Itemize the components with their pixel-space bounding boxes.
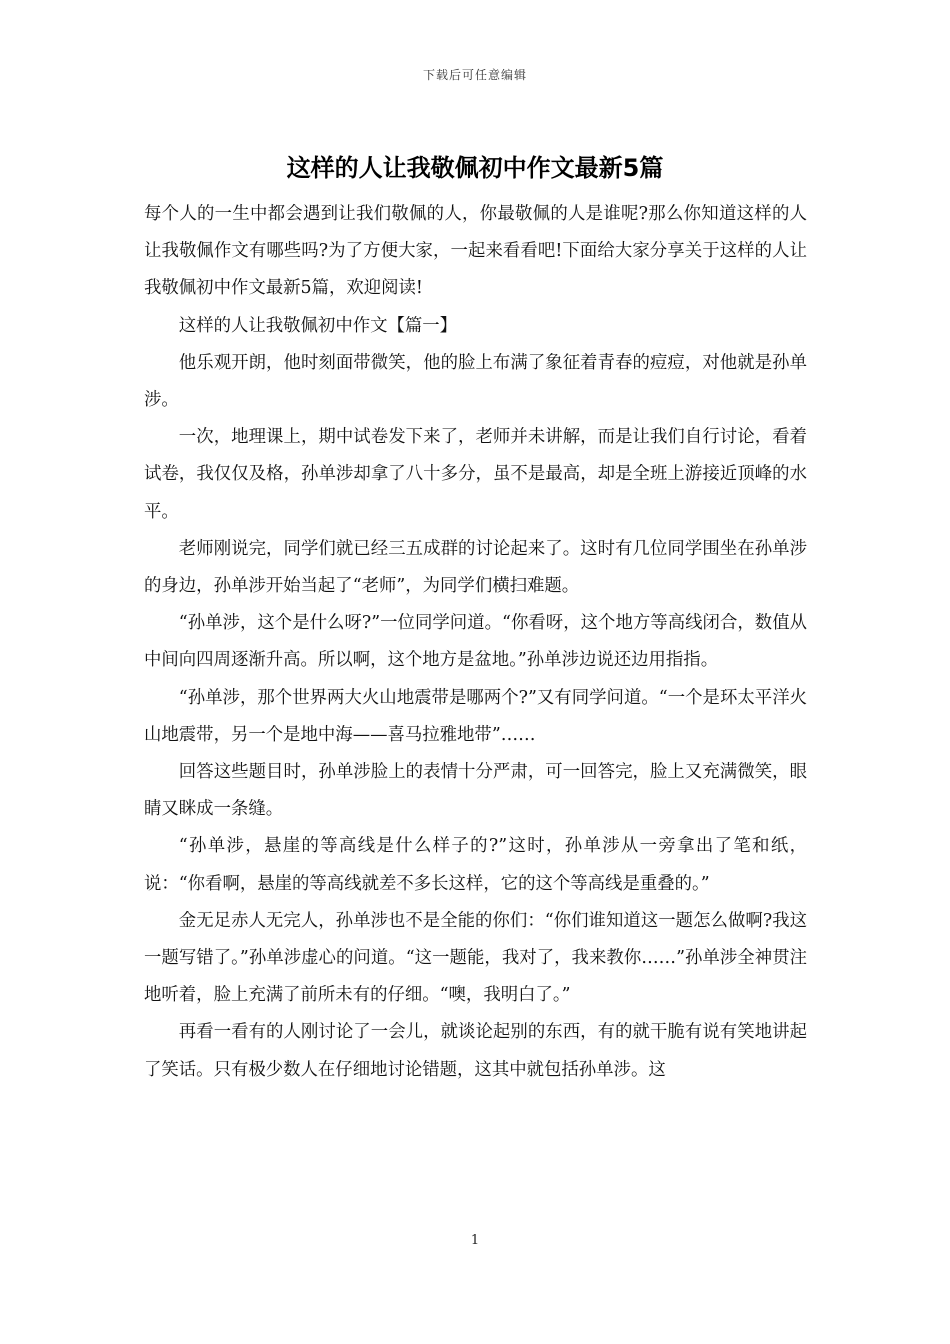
page-header-note: 下载后可任意编辑 [422, 68, 527, 82]
section-heading: 这样的人让我敬佩初中作文【篇一】 [178, 315, 458, 336]
body-paragraph: 再看一看有的人刚讨论了一会儿，就谈论起别的东西，有的就干脆有说有笑地讲起了笑话。只有极少数人在仔细地讨论错题，这其中就包括孙单涉。这 [144, 1022, 807, 1080]
intro-paragraph: 每个人的一生中都会遇到让我们敬佩的人，你最敬佩的人是谁呢?那么你知道这样的人让我敬佩作文有哪些吗?为了方便大家，一起来看看吧!下面给大家分享关于这样的人让我敬佩初中作文最新5篇，欢迎阅读! [144, 204, 807, 299]
document-body [144, 196, 807, 1089]
page-number: 1 [470, 1233, 480, 1248]
body-paragraph: 回答这些题目时，孙单涉脸上的表情十分严肃，可一回答完，脸上又充满微笑，眼睛又眯成一条缝。 [144, 762, 807, 820]
body-paragraph: 老师刚说完，同学们就已经三五成群的讨论起来了。这时有几位同学围坐在孙单涉的身边，孙单涉开始当起了“老师”，为同学们横扫难题。 [144, 538, 807, 597]
body-paragraph: 他乐观开朗，他时刻面带微笑，他的脸上布满了象征着青春的痘痘，对他就是孙单涉。 [144, 352, 807, 411]
body-paragraph: 一次，地理课上，期中试卷发下来了，老师并未讲解，而是让我们自行讨论，看着试卷，我仅仅及格，孙单涉却拿了八十多分，虽不是最高，却是全班上游接近顶峰的水平。 [144, 427, 807, 522]
body-paragraph: 金无足赤人无完人，孙单涉也不是全能的你们：“你们谁知道这一题怎么做啊?我这一题写错了。”孙单涉虚心的问道。“这一题能，我对了，我来教你……”孙单涉全神贯注地听着，脸上充满了前所未有的仔细。“噢，我明白了。” [144, 910, 807, 1006]
body-paragraph: “孙单涉，那个世界两大火山地震带是哪两个?”又有同学问道。“一个是环太平洋火山地震带，另一个是地中海——喜马拉雅地带”…… [144, 687, 807, 745]
body-paragraph: “孙单涉，这个是什么呀?”一位同学问道。“你看呀，这个地方等高线闭合，数值从中间向四周逐渐升高。所以啊，这个地方是盆地。”孙单涉边说还边用指指。 [144, 613, 807, 671]
document-title: 这样的人让我敬佩初中作文最新5篇 [286, 154, 664, 182]
body-paragraph: “孙单涉，悬崖的等高线是什么样子的?”这时，孙单涉从一旁拿出了笔和纸，说：“你看啊，悬崖的等高线就差不多长这样，它的这个等高线是重叠的。” [144, 836, 807, 894]
